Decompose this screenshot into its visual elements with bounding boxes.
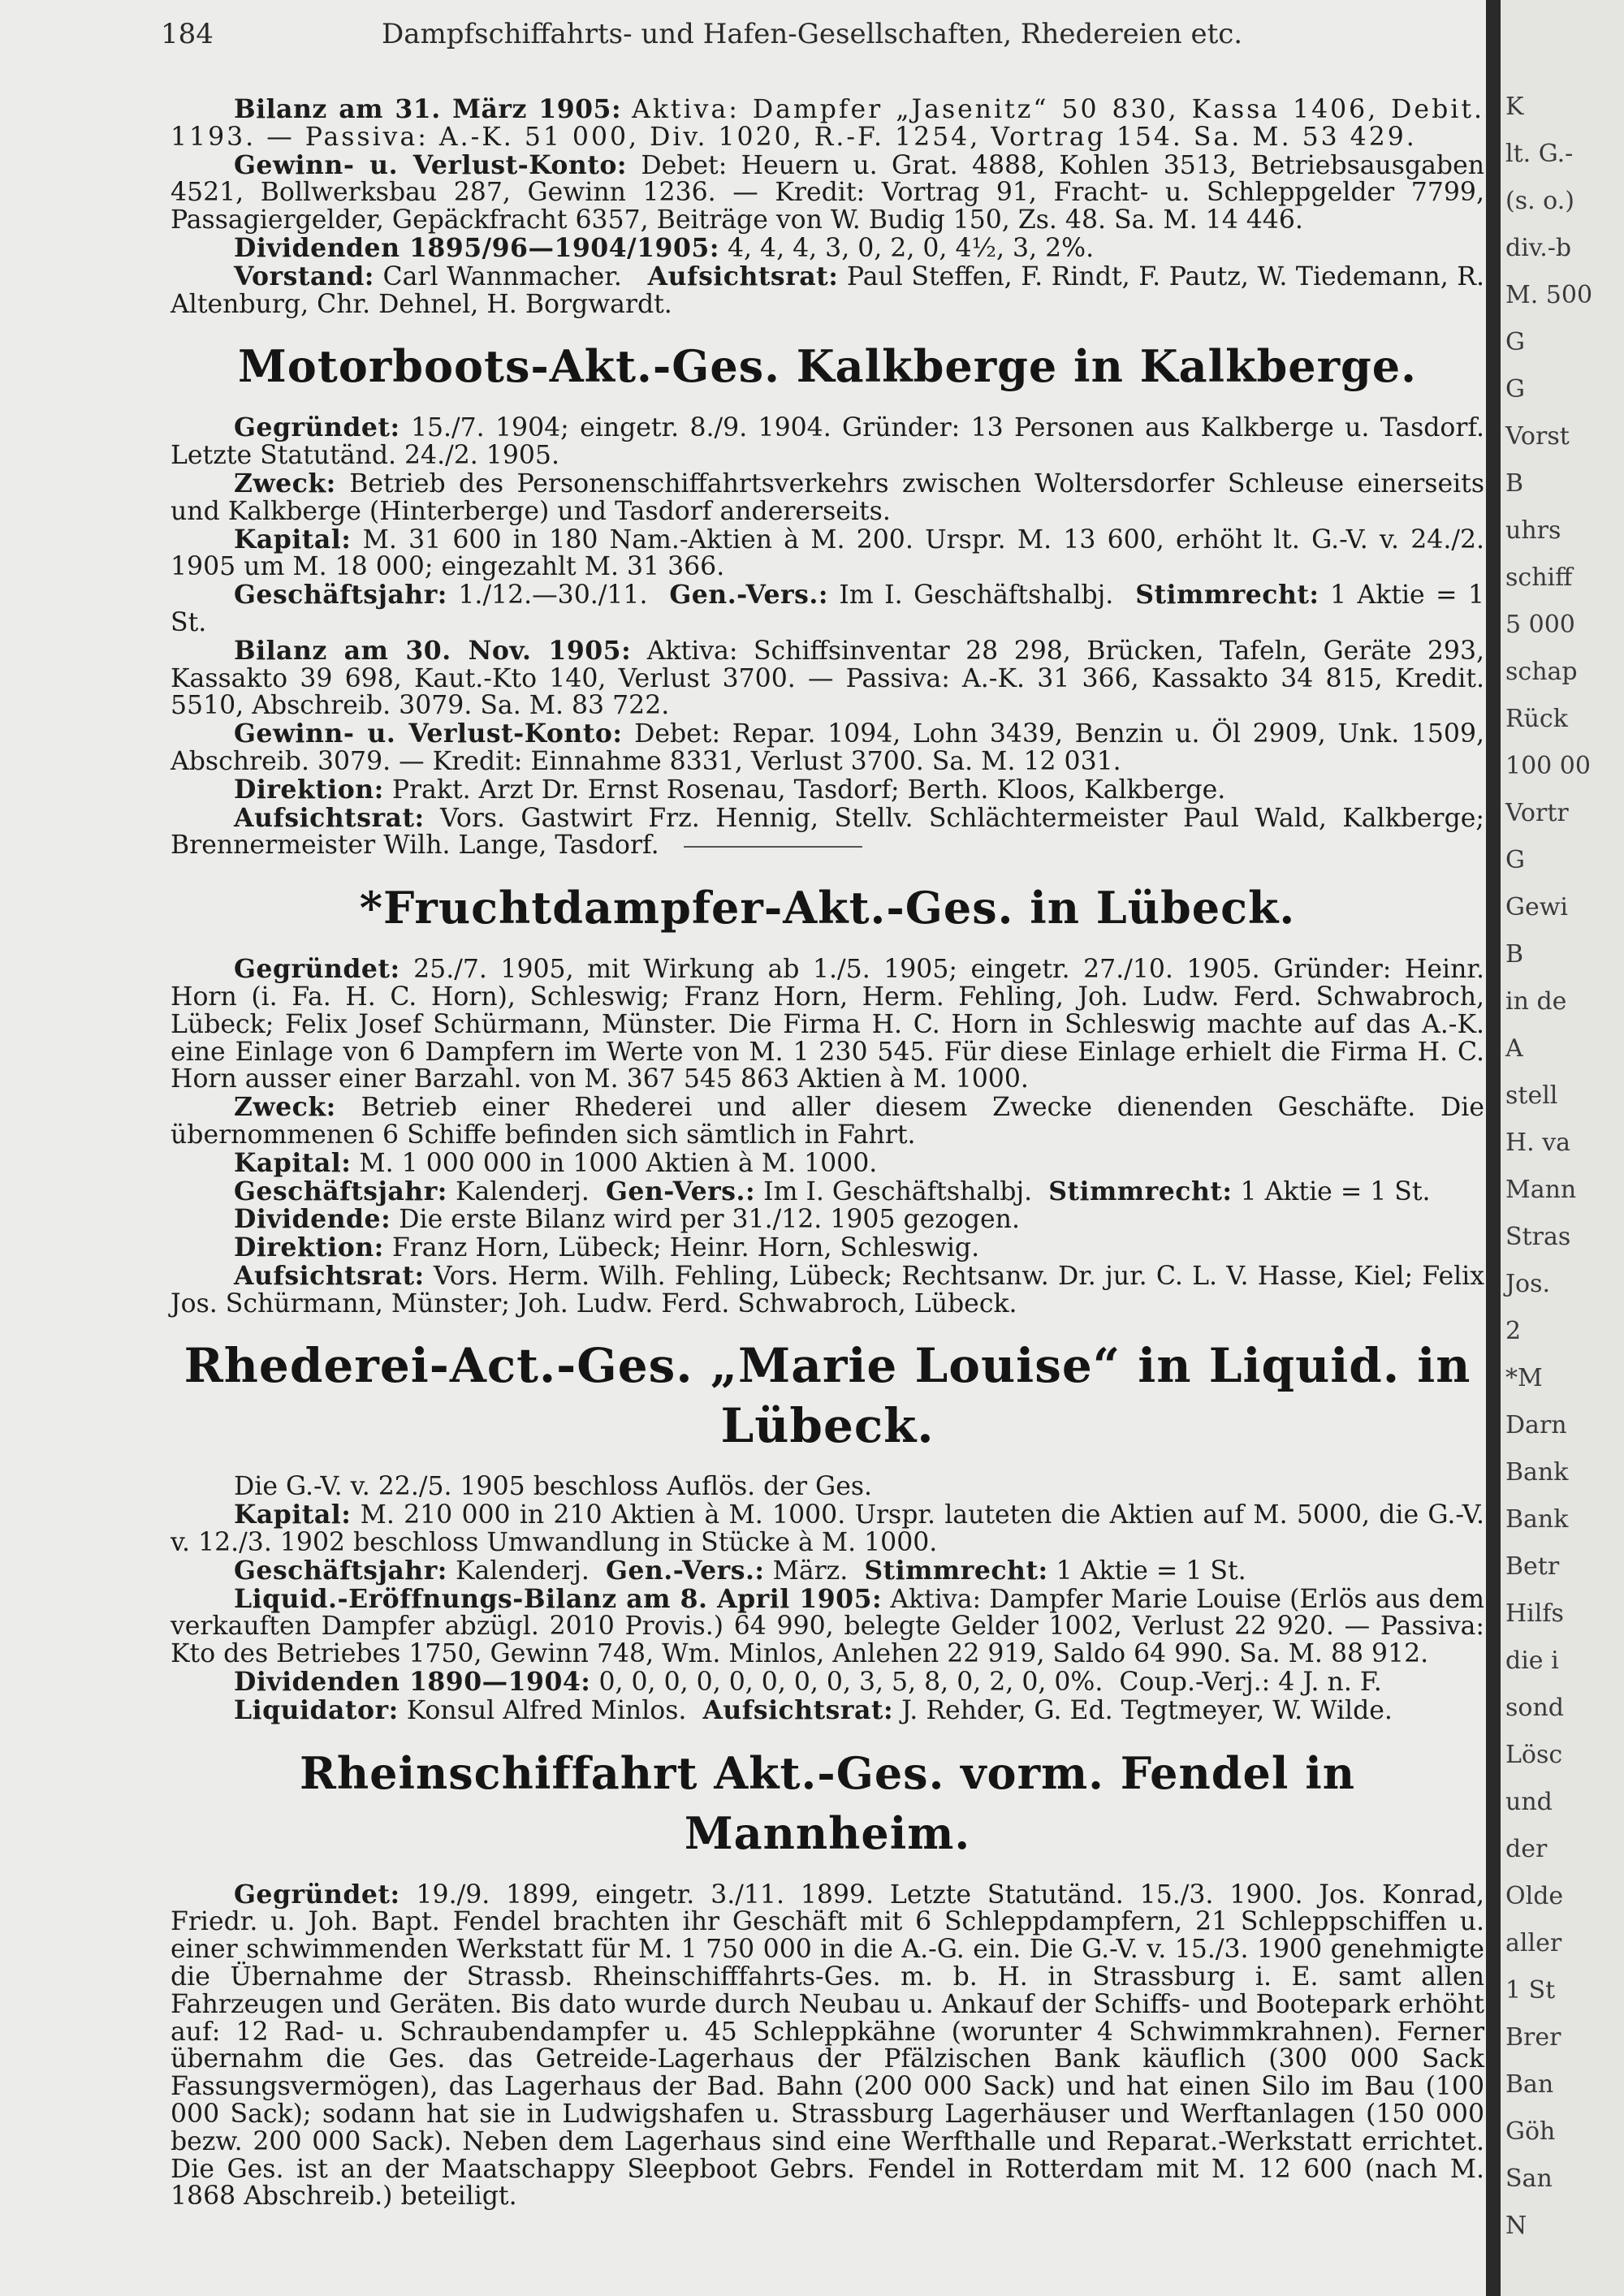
direction-text: Prakt. Arzt Dr. Ernst Rosenau, Tasdorf; Berth. Kloos, Kalkberge.: [391, 775, 1226, 805]
coupon-text: Coup.-Verj.: 4 J. n. F.: [1119, 1668, 1382, 1698]
aufsichtsrat-label: Aufsichtsrat:: [647, 261, 839, 291]
dividend-text: 0, 0, 0, 0, 0, 0, 0, 0, 3, 5, 8, 0, 2, 0, 0%.: [598, 1668, 1104, 1698]
dividend-paragraph: [171, 1668, 1484, 1697]
facing-page-edge: [1501, 0, 1624, 2296]
dividend-label: Dividende:: [234, 1204, 391, 1235]
entry-title-fendel: Rheinschiffahrt Akt.-Ges. vorm. Fendel in Mannheim.: [300, 1746, 1355, 1859]
facing-page-fragment: G: [1505, 375, 1525, 404]
facing-page-fragment: 1 St: [1505, 1976, 1556, 2005]
facing-page-fragment: Gewi: [1505, 893, 1568, 921]
fiscal-paragraph: [171, 1178, 1484, 1206]
capital-paragraph: [171, 1501, 1484, 1557]
aufsichtsrat-label: Aufsichtsrat:: [702, 1694, 894, 1725]
capital-text: M. 31 600 in 180 Nam.-Aktien à M. 200. Urspr. M. 13 600, erhöht lt. G.-V. v. 24./2. 1905 um M. 18 000; eingezahlt M. 31 366.: [171, 524, 1485, 582]
general-meeting-label: Gen.-Vers.:: [669, 580, 828, 611]
aufsichtsrat-text: Vors. Gastwirt Frz. Hennig, Stellv. Schlächtermeister Paul Wald, Kalkberge; Brennermeister Wilh. Lange, Tasdorf.: [171, 803, 1484, 861]
facing-page-fragment: stell: [1505, 1081, 1558, 1110]
facing-page-fragment: G: [1505, 328, 1525, 356]
facing-page-fragment: Hilfs: [1505, 1599, 1564, 1628]
purpose-label: Zweck:: [234, 468, 336, 498]
aufsichtsrat-paragraph: [171, 802, 1484, 861]
founded-paragraph: [171, 1881, 1484, 2212]
bilanz-label: Bilanz am 31. März 1905:: [234, 94, 622, 124]
page-header: [161, 18, 1484, 58]
board-paragraph: [171, 263, 1484, 319]
facing-page-fragment: Göh: [1505, 2117, 1556, 2146]
book-gutter: [1486, 0, 1501, 2296]
facing-page-fragment: Bank: [1505, 1458, 1569, 1487]
voting-right-text: 1 Aktie = 1 St.: [1056, 1556, 1246, 1586]
guv-text: Debet: Repar. 1094, Lohn 3439, Benzin u. Öl 2909, Unk. 1509, Abschreib. 3079. — Kredit: Einnahme 8331, Verlust 3700. Sa. M. 12 031.: [171, 719, 1485, 776]
liquidator-paragraph: [171, 1694, 1484, 1725]
guv-label: Gewinn- u. Verlust-Konto:: [234, 719, 623, 749]
facing-page-fragment: sond: [1505, 1694, 1564, 1722]
capital-label: Kapital:: [234, 524, 352, 555]
fiscal-year-text: 1./12.—30./11.: [458, 580, 648, 611]
founded-text: 19./9. 1899, eingetr. 3./11. 1899. Letzte Statutänd. 15./3. 1900. Jos. Konrad, Friedr. u. Joh. Bapt. Fendel brachten ihr Geschäft mit 6 Schleppdampfern, 21 Schleppschiffen u. einer schwimmenden Werkstatt für M. 1 750 000 in die A.-G. ein. Die G.-V. v. 15./3. 1900 genehmigte die Übernahme der Strassb. Rheinschifffahrts-Ges. m. b. H. in Strassburg i. E. samt allen Fahrzeugen und Geräten. Bis dato wurde durch Neubau u. Ankauf der Schiffs- und Bootepark erhöht auf: 12 Rad- u. Schraubendampfer u. 45 Schleppkähne (worunter 4 Schwimmkrahnen). Ferner übernahm die Ges. das Getreide-Lagerhaus der Pfälzischen Bank käuflich (300 000 Sack Fassungsvermögen), das Lagerhaus der Bad. Bahn (200 000 Sack) und hat einen Silo im Bau (100 000 Sack); sodann hat sie in Ludwigshafen u. Strassburg Lagerhäuser und Werftanlagen (150 000 bezw. 200 000 Sack). Neben dem Lagerhaus sind eine Werfthalle und Reparat.-Werkstatt errichtet. Die Ges. ist an der Maatschappy Sleepboot Gebrs. Fendel in Rotterdam mit M. 12 600 (nach M. 1868 Abschreib.) beteiligt.: [171, 1880, 1484, 2212]
facing-page-fragment: in de: [1505, 987, 1567, 1016]
facing-page-fragment: Stras: [1505, 1223, 1571, 1251]
guv-label: Gewinn- u. Verlust-Konto:: [234, 149, 628, 180]
facing-page-fragment: schap: [1505, 658, 1578, 686]
purpose-text: Betrieb einer Rhederei und aller diesem Zwecke dienenden Geschäfte. Die übernommenen 6 Schiffe befinden sich sämtlich in Fahrt.: [171, 1093, 1485, 1150]
bilanz-paragraph: [171, 1583, 1485, 1669]
voting-right-text: 1 Aktie = 1 St.: [1240, 1176, 1431, 1206]
fiscal-year-label: Geschäftsjahr:: [234, 1555, 447, 1586]
facing-page-fragment: Jos.: [1505, 1270, 1551, 1298]
general-meeting-text: Im I. Geschäftshalbj.: [763, 1176, 1033, 1206]
dividend-paragraph: [171, 232, 1484, 263]
facing-page-fragment: San: [1505, 2164, 1553, 2193]
voting-right-label: Stimmrecht:: [1135, 580, 1320, 611]
entry-marie-louise: [171, 1474, 1484, 1724]
liquidator-text: Konsul Alfred Minlos.: [406, 1695, 687, 1725]
facing-page-fragment: B: [1505, 940, 1524, 969]
dividend-text: Die erste Bilanz wird per 31./12. 1905 gezogen.: [399, 1205, 1020, 1235]
dividend-text: 4, 4, 4, 3, 0, 2, 0, 4½, 3, 2%.: [727, 233, 1095, 263]
founded-label: Gegründet:: [234, 412, 400, 443]
facing-page-fragment: aller: [1505, 1929, 1562, 1957]
guv-paragraph: [171, 720, 1484, 776]
purpose-paragraph: [171, 1094, 1484, 1150]
dividend-paragraph: [171, 1206, 1484, 1234]
purpose-text: Betrieb des Personenschiffahrtsverkehrs zwischen Woltersdorfer Schleuse einerseits und Kalkberge (Hinterberge) und Tasdorf andererseits.: [171, 468, 1484, 526]
entry-title-fruchtdampfer: *Fruchtdampfer-Akt.-Ges. in Lübeck.: [359, 882, 1296, 934]
fiscal-year-label: Geschäftsjahr:: [234, 1176, 447, 1206]
bilanz-text: Aktiva: Schiffsinventar 28 298, Brücken, Tafeln, Geräte 293, Kassakto 39 698, Kaut.-Kto 140, Verlust 3700. — Passiva: A.-K. 31 366, Kassakto 34 815, Kredit. 5510, Abschreib. 3079. Sa. M. 83 722.: [171, 636, 1485, 721]
bilanz-label: Liquid.-Eröffnungs-Bilanz am 8. April 1905:: [234, 1583, 883, 1614]
facing-page-fragment: der: [1505, 1835, 1548, 1863]
general-meeting-label: Gen.-Vers.:: [605, 1555, 765, 1586]
facing-page-fragment: Vorst: [1505, 422, 1570, 451]
fiscal-year-label: Geschäftsjahr:: [234, 580, 447, 611]
facing-page-fragment: Darn: [1505, 1411, 1567, 1439]
facing-page-fragment: K: [1505, 93, 1524, 121]
running-title: Dampfschiffahrts- und Hafen-Gesellschaften, Rhedereien etc.: [382, 18, 1243, 50]
facing-page-fragment: lt. G.-: [1505, 140, 1574, 168]
vorstand-label: Vorstand:: [234, 261, 374, 291]
aufsichtsrat-label: Aufsichtsrat:: [234, 802, 425, 833]
entry-fendel: [171, 1881, 1484, 2212]
bilanz-text: Aktiva: Dampfer „Jasenitz“ 50 830, Kassa 1406, Debit. 1193. — Passiva: A.-K. 51 000, Div. 1020, R.-F. 1254, Vortrag 154. Sa. M. 53 429.: [171, 95, 1484, 152]
facing-page-fragment: H. va: [1505, 1129, 1571, 1157]
bilanz-paragraph: [171, 96, 1484, 152]
direction-paragraph: [171, 1234, 1484, 1262]
founded-text: 25./7. 1905, mit Wirkung ab 1./5. 1905; eingetr. 27./10. 1905. Gründer: Heinr. Horn (i. Fa. H. C. Horn), Schleswig; Franz Horn, Herm. Fehling, Joh. Ludw. Ferd. Schwabroch, Lübeck; Felix Josef Schürmann, Münster. Die Firma H. C. Horn in Schleswig machte auf das A.-K. eine Einlage von 6 Dampfern im Werte von M. 1 230 545. Für diese Einlage erhielt die Firma H. C. Horn ausser einer Barzahl. von M. 367 545 863 Aktien à M. 1000.: [171, 955, 1484, 1094]
facing-page-fragment: Lösc: [1505, 1741, 1563, 1769]
liquidator-label: Liquidator:: [234, 1694, 399, 1725]
aufsichtsrat-paragraph: [171, 1262, 1484, 1318]
general-meeting-text: Im I. Geschäftshalbj.: [839, 580, 1114, 611]
facing-page-fragment: A: [1505, 1034, 1523, 1063]
direction-label: Direktion:: [234, 774, 384, 805]
facing-page-fragment: Ban: [1505, 2070, 1554, 2099]
founded-label: Gegründet:: [234, 1879, 400, 1910]
facing-page-fragment: schiff: [1505, 563, 1573, 592]
entry-title-marie-louise: Rhederei-Act.-Ges. „Marie Louise“ in Liquid. in Lübeck.: [184, 1338, 1471, 1454]
dividend-label: Dividenden 1895/96—1904/1905:: [234, 232, 719, 263]
entry-kalkberge: [171, 414, 1484, 860]
founded-text: 15./7. 1904; eingetr. 8./9. 1904. Gründer: 13 Personen aus Kalkberge u. Tasdorf. Letzte Statutänd. 24./2. 1905.: [171, 413, 1484, 471]
facing-page-fragment: M. 500: [1505, 281, 1593, 309]
aufsichtsrat-label: Aufsichtsrat:: [234, 1260, 425, 1291]
capital-text: M. 210 000 in 210 Aktien à M. 1000. Urspr. lauteten die Aktien auf M. 5000, die G.-V. v. 12./3. 1902 beschloss Umwandlung in Stücke à M. 1000.: [171, 1500, 1485, 1558]
intro-paragraph: Die G.-V. v. 22./5. 1905 beschloss Auflös. der Ges.: [234, 1472, 873, 1502]
fiscal-paragraph: [171, 1557, 1484, 1586]
facing-page-fragment: *M: [1505, 1364, 1543, 1392]
facing-page-fragment: und: [1505, 1788, 1553, 1816]
bilanz-text: Aktiva: Dampfer Marie Louise (Erlös aus dem verkauften Dampfer abzügl. 2010 Provis.) 64 990, belegte Gelder 1002, Verlust 22 920. — Passiva: Kto des Betriebes 1750, Gewinn 748, Wm. Minlos, Anlehen 22 919, Saldo 64 990. Sa. M. 88 912.: [171, 1584, 1485, 1669]
guv-text: Debet: Heuern u. Grat. 4888, Kohlen 3513, Betriebsausgaben 4521, Bollwerksbau 287, Gewinn 1236. — Kredit: Vortrag 91, Fracht- u. Schleppgelder 7799, Passagiergelder, Gepäckfracht 6357, Beiträge von W. Budig 150, Zs. 48. Sa. M. 14 446.: [171, 150, 1485, 235]
dividend-label: Dividenden 1890—1904:: [234, 1667, 591, 1698]
capital-label: Kapital:: [234, 1147, 352, 1178]
page-number: 184: [161, 18, 214, 50]
guv-paragraph: [171, 149, 1485, 235]
aufsichtsrat-text: J. Rehder, G. Ed. Tegtmeyer, W. Wilde.: [901, 1695, 1393, 1725]
founded-paragraph: [171, 414, 1484, 470]
facing-page-fragment: Rück: [1505, 705, 1568, 733]
direction-label: Direktion:: [234, 1232, 384, 1263]
voting-right-label: Stimmrecht:: [1048, 1176, 1233, 1206]
fiscal-year-text: Kalenderj.: [455, 1176, 590, 1206]
capital-label: Kapital:: [234, 1500, 352, 1530]
capital-text: M. 1 000 000 in 1000 Aktien à M. 1000.: [359, 1148, 878, 1178]
page-content: [171, 96, 1484, 2211]
facing-page-fragment: Brer: [1505, 2023, 1561, 2052]
facing-page-fragment: 100 00: [1505, 752, 1591, 780]
facing-page-fragment: (s. o.): [1505, 187, 1574, 215]
capital-paragraph: [171, 1147, 1484, 1178]
direction-text: Franz Horn, Lübeck; Heinr. Horn, Schleswig.: [391, 1233, 980, 1263]
entry-jasenitz: [171, 96, 1484, 318]
fiscal-year-text: Kalenderj.: [455, 1556, 590, 1586]
facing-page-fragment: die i: [1505, 1646, 1559, 1675]
facing-page-fragment: B: [1505, 469, 1524, 498]
facing-page-fragment: Betr: [1505, 1552, 1560, 1581]
facing-page-fragment: uhrs: [1505, 516, 1561, 545]
facing-page-fragment: Mann: [1505, 1176, 1577, 1204]
aufsichtsrat-text: Paul Steffen, F. Rindt, F. Pautz, W. Tiedemann, R. Altenburg, Chr. Dehnel, H. Borgwardt.: [171, 261, 1485, 319]
voting-right-text: 1 Aktie = 1 St.: [171, 580, 1485, 637]
fiscal-paragraph: [171, 581, 1484, 637]
aufsichtsrat-text: Vors. Herm. Wilh. Fehling, Lübeck; Rechtsanw. Dr. jur. C. L. V. Hasse, Kiel; Felix Jos. Schürmann, Münster; Joh. Ludw. Ferd. Schwabroch, Lübeck.: [171, 1261, 1484, 1318]
facing-page-fragment: N: [1505, 2212, 1527, 2240]
founded-paragraph: [171, 956, 1484, 1094]
purpose-label: Zweck:: [234, 1092, 336, 1123]
general-meeting-label: Gen-Vers.:: [605, 1176, 756, 1206]
section-divider: [684, 846, 862, 848]
direction-paragraph: [171, 776, 1484, 805]
general-meeting-text: März.: [772, 1556, 849, 1586]
entry-fruchtdampfer: [171, 956, 1484, 1318]
facing-page-fragment: div.-b: [1505, 234, 1572, 262]
facing-page-fragment: Vortr: [1505, 799, 1569, 827]
capital-paragraph: [171, 526, 1484, 582]
facing-page-fragment: Olde: [1505, 1882, 1564, 1910]
voting-right-label: Stimmrecht:: [864, 1555, 1048, 1586]
founded-label: Gegründet:: [234, 954, 400, 985]
facing-page-fragment: Bank: [1505, 1505, 1569, 1534]
entry-title-kalkberge: Motorboots-Akt.-Ges. Kalkberge in Kalkberge.: [238, 340, 1417, 393]
purpose-paragraph: [171, 470, 1484, 526]
bilanz-paragraph: [171, 637, 1484, 720]
facing-page-fragment: 5 000: [1505, 611, 1575, 639]
vorstand-text: Carl Wannmacher.: [382, 261, 622, 291]
facing-page-fragment: 2: [1505, 1317, 1522, 1345]
bilanz-label: Bilanz am 30. Nov. 1905:: [234, 635, 632, 666]
facing-page-fragment: G: [1505, 846, 1525, 874]
